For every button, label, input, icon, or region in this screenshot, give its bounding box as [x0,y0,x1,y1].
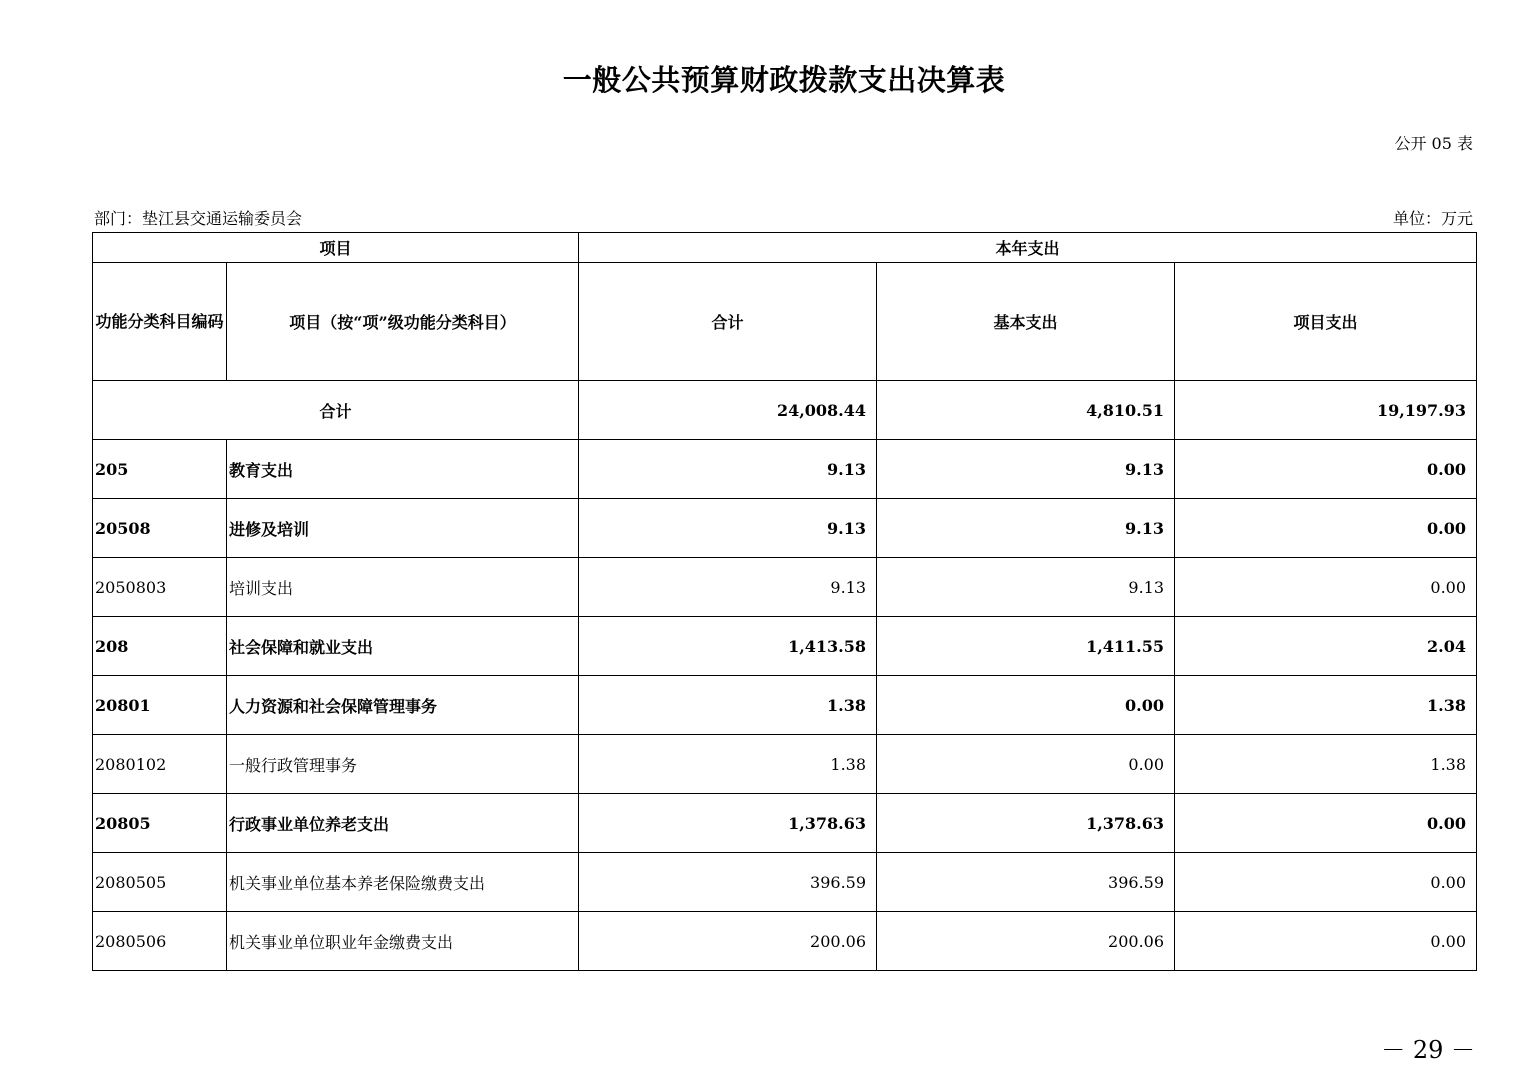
total-row [93,381,1477,440]
cell-code: 2080506 [93,912,227,971]
page-number: － 29 － [1381,1036,1475,1064]
table-row [93,735,1477,794]
cell-total: 1,413.58 [579,617,877,676]
cell-code: 20805 [93,794,227,853]
header-project: 项目 [93,233,579,263]
table-row [93,676,1477,735]
table-row [93,617,1477,676]
cell-code: 20508 [93,499,227,558]
header-basic: 基本支出 [877,263,1175,381]
cell-total: 396.59 [579,853,877,912]
cell-project: 0.00 [1175,853,1477,912]
header-item: 项目（按“项”级功能分类科目） [227,263,579,381]
header-total: 合计 [579,263,877,381]
header-code: 功能分类科目编码 [93,263,227,381]
header-row-1 [93,233,1477,263]
cell-code: 2080102 [93,735,227,794]
cell-basic: 1,411.55 [877,617,1175,676]
cell-name: 机关事业单位职业年金缴费支出 [227,912,579,971]
cell-project: 0.00 [1175,558,1477,617]
cell-project: 0.00 [1175,912,1477,971]
cell-name: 社会保障和就业支出 [227,617,579,676]
form-number: 公开 05 表 [1394,134,1473,153]
cell-total: 9.13 [579,440,877,499]
cell-name: 人力资源和社会保障管理事务 [227,676,579,735]
cell-basic: 200.06 [877,912,1175,971]
table-row [93,440,1477,499]
cell-basic: 9.13 [877,499,1175,558]
cell-name: 一般行政管理事务 [227,735,579,794]
cell-code: 2080505 [93,853,227,912]
cell-basic: 9.13 [877,558,1175,617]
cell-project: 1.38 [1175,676,1477,735]
total-label: 合计 [93,381,579,440]
cell-basic: 9.13 [877,440,1175,499]
header-project-expense: 项目支出 [1175,263,1477,381]
total-basic: 4,810.51 [877,381,1175,440]
cell-total: 1,378.63 [579,794,877,853]
cell-total: 9.13 [579,558,877,617]
cell-code: 20801 [93,676,227,735]
cell-code: 208 [93,617,227,676]
page-title: 一般公共预算财政拨款支出决算表 [562,63,1006,97]
cell-name: 进修及培训 [227,499,579,558]
cell-name: 行政事业单位养老支出 [227,794,579,853]
cell-code: 2050803 [93,558,227,617]
total-sum: 24,008.44 [579,381,877,440]
department-label: 部门：垫江县交通运输委员会 [94,209,303,228]
cell-project: 0.00 [1175,499,1477,558]
table-row [93,794,1477,853]
cell-project: 1.38 [1175,735,1477,794]
cell-name: 机关事业单位基本养老保险缴费支出 [227,853,579,912]
cell-total: 200.06 [579,912,877,971]
cell-basic: 0.00 [877,676,1175,735]
cell-total: 1.38 [579,735,877,794]
cell-name: 教育支出 [227,440,579,499]
cell-project: 0.00 [1175,794,1477,853]
cell-basic: 1,378.63 [877,794,1175,853]
cell-basic: 0.00 [877,735,1175,794]
cell-name: 培训支出 [227,558,579,617]
table-row [93,499,1477,558]
cell-total: 9.13 [579,499,877,558]
unit-label: 单位：万元 [1392,209,1473,228]
cell-code: 205 [93,440,227,499]
cell-total: 1.38 [579,676,877,735]
header-current-year: 本年支出 [579,233,1477,263]
table-row [93,558,1477,617]
table-row [93,912,1477,971]
total-project: 19,197.93 [1175,381,1477,440]
header-row-2 [93,263,1477,381]
table-row [93,853,1477,912]
budget-table [92,232,1477,971]
cell-project: 2.04 [1175,617,1477,676]
cell-basic: 396.59 [877,853,1175,912]
cell-project: 0.00 [1175,440,1477,499]
